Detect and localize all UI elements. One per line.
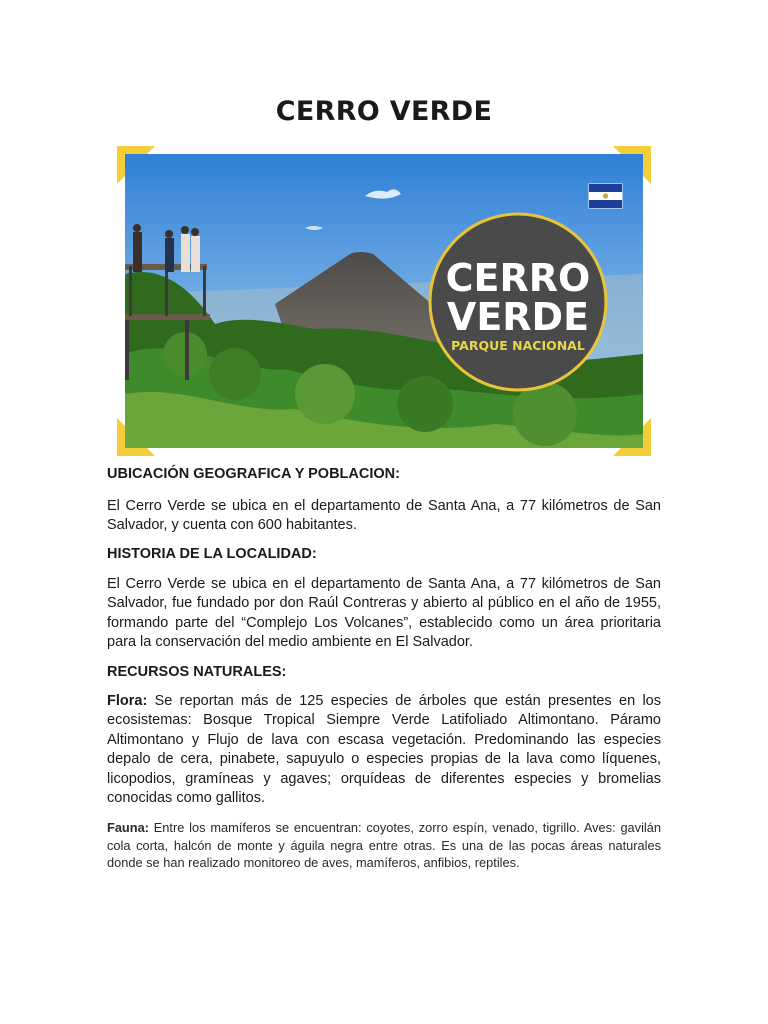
paragraph-fauna: [107, 819, 661, 872]
hero-image: [117, 146, 651, 456]
volcano-photo: [125, 154, 643, 448]
text-historia: El Cerro Verde se ubica en el departamento de Santa Ana, a 77 kilómetros de San Salvador, fue fundado por don Raúl Contreras y abierto al público en el año de 1955, formando parte del “Complejo Los Volcanes”, establecido como un área prioritaria para la conservación del medio ambiente en El Salvador.: [107, 576, 661, 651]
flora-text: Se reportan más de 125 especies de árboles que están presentes en los ecosistemas: Bosque Tropical Siempre Verde Latifoliado Altimontano. Páramo Altimontano y Flujo de lava con escasa vegetación. Predominando las especies depalo de cera, pinabete, sapuyulo o especies propias de la lava como líquenes, licopodios, gramíneas y agaves; orquídeas de diferentes especies y bromelias conocidas como gallitos.: [107, 693, 661, 807]
text-ubicacion: El Cerro Verde se ubica en el departamento de Santa Ana, a 77 kilómetros de San Salvador, y cuenta con 600 habitantes.: [107, 498, 661, 534]
fauna-label: Fauna:: [107, 820, 149, 835]
el-salvador-flag-icon: [589, 184, 622, 208]
badge-subtitle: PARQUE NACIONAL: [451, 338, 585, 353]
flora-label: Flora:: [107, 693, 148, 709]
badge-line1: CERRO: [445, 256, 591, 300]
heading-historia: HISTORIA DE LA LOCALIDAD:: [107, 546, 317, 562]
heading-ubicacion: UBICACIÓN GEOGRAFICA Y POBLACION:: [107, 466, 400, 482]
fauna-text: Entre los mamíferos se encuentran: coyotes, zorro espín, venado, tigrillo. Aves: gavilán cola corta, halcón de monte y águila negra entre otras. Es una de las pocas áreas naturales donde se han realizado monitoreo de aves, mamíferos, anfibios, reptiles.: [107, 820, 661, 870]
badge-line2: VERDE: [446, 295, 590, 339]
page-title: CERRO VERDE: [275, 96, 493, 127]
paragraph-flora: [107, 692, 661, 808]
heading-recursos: RECURSOS NATURALES:: [107, 664, 287, 680]
park-badge: [430, 214, 606, 390]
